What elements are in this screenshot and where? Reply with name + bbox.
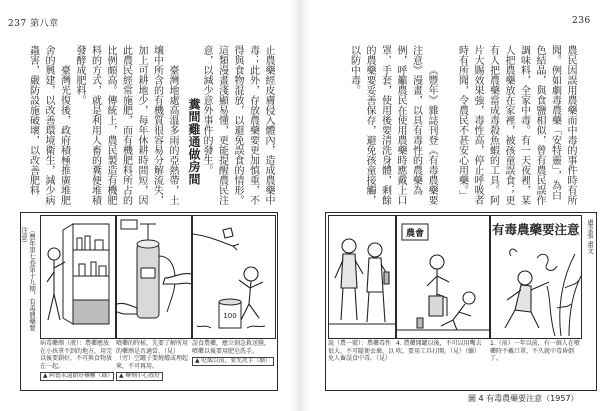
head bbox=[518, 271, 532, 285]
plant-stem bbox=[547, 286, 555, 336]
cabinet-door bbox=[63, 224, 73, 324]
head bbox=[430, 255, 444, 269]
body bbox=[441, 304, 471, 330]
bottle bbox=[91, 262, 96, 276]
caption-text: 病毒藥劑（液）：農藥應放在小孩拿不到的地方，用完以後要鎖好，不可與食物放在一起。 bbox=[40, 340, 113, 370]
sprayer-illustration bbox=[117, 216, 191, 338]
tank-body bbox=[137, 244, 159, 318]
stool bbox=[429, 296, 443, 316]
torso bbox=[341, 254, 357, 288]
left-page-number: 237 bbox=[8, 19, 27, 29]
left-comic-strip bbox=[20, 212, 278, 391]
head bbox=[342, 239, 356, 253]
comic-panel-farmers-association bbox=[396, 215, 490, 339]
body bbox=[239, 280, 263, 320]
paragraph: 臺灣地處高溫多雨的亞熱帶，土壤中所含的有機質很容易分解流失，加上可耕地少，每年休耕時間短，因此農民經常施肥，而有機肥料所占的比例頗高。傳統上，農民製造有機肥料的方式，就是利用人畜的糞便堆積發酵成肥料。 bbox=[74, 45, 178, 205]
comic-credit: 盧金張 畫文 bbox=[586, 219, 594, 254]
head bbox=[48, 248, 60, 260]
caption-note: ▲ 吃飯以前，要先洗手（續） bbox=[192, 357, 274, 366]
right-page-number: 236 bbox=[572, 16, 591, 26]
head bbox=[463, 292, 475, 304]
cup bbox=[223, 228, 233, 238]
cabinet bbox=[63, 224, 109, 324]
comic-source-caption: （豐年第七卷第十九期，有毒農藥要注意） bbox=[20, 227, 36, 331]
panel-caption bbox=[40, 340, 114, 388]
comic-panel-sprayer bbox=[116, 215, 192, 339]
head bbox=[244, 267, 258, 281]
torso bbox=[367, 258, 383, 292]
left-chapter-label: 第八章 bbox=[30, 19, 59, 29]
caption-note: ▲ 藥劑小心放好 bbox=[116, 372, 163, 381]
bottle bbox=[384, 272, 389, 284]
child-figure bbox=[239, 267, 263, 320]
bottle bbox=[85, 236, 90, 250]
kneeling-man bbox=[505, 271, 549, 328]
book-spine bbox=[290, 0, 310, 411]
right-comic-strip bbox=[325, 212, 597, 391]
two-men-illustration bbox=[329, 216, 395, 338]
fume-swirl bbox=[510, 249, 517, 256]
left-page-header bbox=[8, 16, 59, 29]
man-left bbox=[335, 239, 363, 320]
paragraph: 止農藥經皮膚侵入體內，造成農藥中毒；此外，存放農藥要更加慎重，不得與食物混放，以避免誤食的情形。這類漫畫淺顯易懂，更能提醒農民注意，以減少意外事件的發生。 bbox=[201, 45, 274, 205]
can-top bbox=[219, 299, 241, 305]
paragraph: 《豐年》雜誌刊登《有毒農藥要注意》漫畫，以具有毒性的農藥為例，呼籲農民在使用農藥時應戴上口罩、手套，使用後要清洗身體，剩餘的農藥要妥善保存，避免孩童接觸，以防中毒。 bbox=[348, 45, 437, 205]
man-right bbox=[367, 243, 389, 322]
section-heading: 糞間雞通做房間 bbox=[187, 98, 201, 186]
person-at-cabinet bbox=[47, 248, 65, 320]
hand bbox=[117, 303, 137, 314]
paragraph: 農民因誤用農藥而中毒的事件時有所聞。例如劇毒農藥「安特靈」，為白色結晶，與食鹽相似，曾有農民誤作調味料，全家中毒。有一天夜裡，某人把農藥放在家裡，被孩童誤食；更有人把農藥當成毒殺魚蝦的工具。阿片大賜效果強，毒性高，停止呼吸者時有所聞，令農民不甚安心用藥。」 bbox=[456, 45, 576, 205]
torso bbox=[515, 285, 531, 312]
caption-text: 誤食農藥，應立刻急救送醫，噴藥以後要用肥皂洗手。 bbox=[192, 340, 271, 355]
panel-caption: 1.（前）一年以前，有一個人在噴藥時不戴口罩，不久就中毒昏倒了。 bbox=[490, 340, 580, 362]
left-page-text-section bbox=[27, 45, 180, 208]
panel-caption: 4. 農藥開罐以後，不可以用嘴去吹，要用工具打開。（見）（續） bbox=[396, 340, 482, 355]
comic-panel-title bbox=[490, 215, 582, 339]
panel-caption bbox=[116, 340, 190, 388]
panel-caption bbox=[192, 340, 274, 388]
bottle bbox=[79, 264, 85, 276]
tank-top bbox=[137, 240, 159, 248]
bottle bbox=[99, 266, 106, 276]
bottle bbox=[95, 240, 103, 250]
plant-stem bbox=[560, 254, 575, 336]
caption-text: 噴藥的時候，先要了解所用的藥劑是否適當，（見）（旁）空罐子要燒燬或埋起來，不可再用。 bbox=[116, 340, 189, 370]
bottle bbox=[77, 238, 82, 250]
pointing-hand bbox=[193, 228, 239, 250]
association-sign-label: 農會 bbox=[405, 229, 425, 239]
fumes bbox=[510, 249, 557, 270]
tank-label bbox=[141, 268, 155, 278]
sprayer-tank bbox=[121, 220, 175, 318]
seated-man bbox=[427, 255, 449, 316]
hand bbox=[163, 274, 191, 284]
pesticide-can bbox=[197, 299, 265, 328]
cabinet-base bbox=[73, 300, 109, 324]
left-page-text-continuation bbox=[198, 45, 276, 208]
cabinet-illustration bbox=[41, 216, 115, 338]
plants bbox=[547, 254, 581, 336]
caption-note: ▲ 阿德永遠鎖好藥櫃（錄） bbox=[40, 372, 114, 381]
comic-title: 有毒農藥要注意 bbox=[492, 222, 580, 237]
figure-caption: 圖 4 有毒農藥要注意（1957） bbox=[468, 394, 579, 403]
child-illustration bbox=[193, 216, 275, 338]
panel-caption: 說（農一號）：農藥毒性很大，不可隨便丟棄，以免人畜誤食中毒。（見） bbox=[328, 340, 395, 362]
head bbox=[368, 243, 382, 257]
comic-panel-two-men bbox=[328, 215, 396, 339]
paragraph: 臺灣光復後，政府積極推廣堆肥舍的興建，以改善環境衛生，減少病蟲害，嚴防設施破壞，以改善肥料 bbox=[27, 45, 70, 205]
spilled-bottle bbox=[417, 318, 423, 328]
label-box bbox=[121, 220, 137, 229]
comic-panel-cabinet bbox=[40, 215, 116, 339]
right-page-text bbox=[328, 45, 578, 208]
comic-panel-child bbox=[192, 215, 276, 339]
association-illustration bbox=[397, 216, 489, 338]
fume-swirl bbox=[537, 254, 557, 270]
can-label: 100 bbox=[223, 312, 237, 320]
body bbox=[47, 260, 65, 320]
